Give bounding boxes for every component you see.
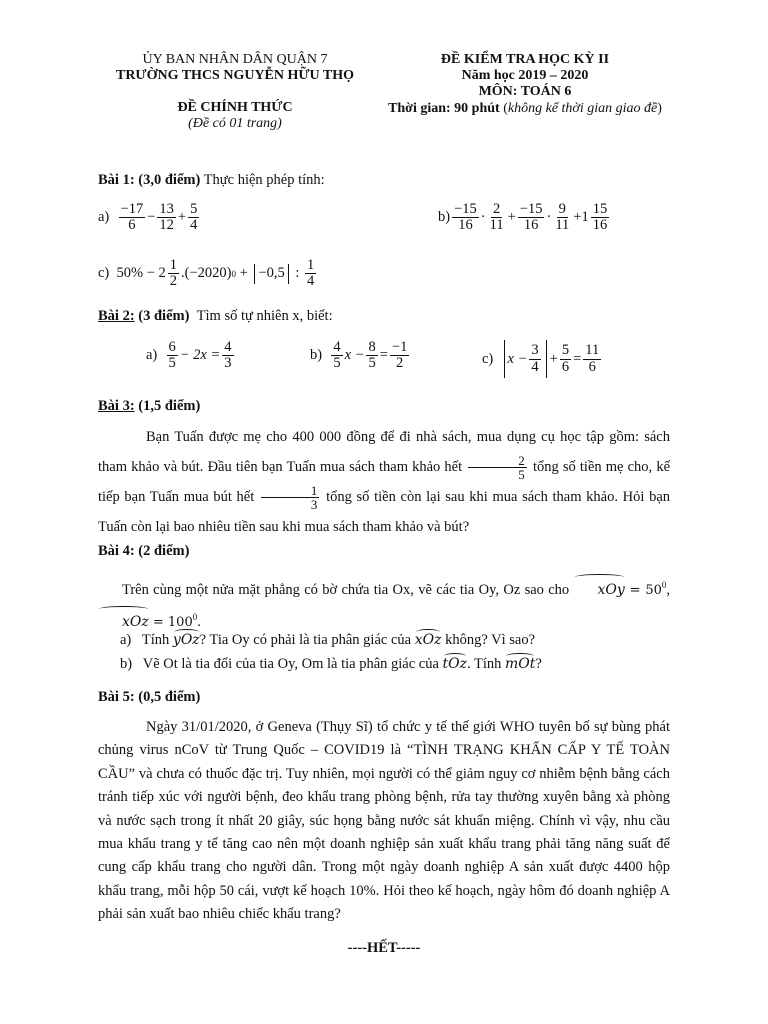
expr-part: x − [507, 350, 528, 367]
bai2-title: Bài 2: [98, 308, 135, 324]
school-name: TRƯỜNG THCS NGUYỄN HỮU THỌ [115, 68, 355, 83]
expr-part: .(−2020) [181, 265, 232, 282]
angle-xoz: xOz [414, 632, 442, 648]
bai5-body: Ngày 31/01/2020, ở Geneva (Thụy Sĩ) tổ chức y tế thế giới WHO tuyên bố sự bùng phát chủng virus nCoV từ Trung Quốc – COVID19 là “TÌNH TRẠNG KHẨN CẤP Y TẾ TOÀN CẦU” và chưa có thuốc đặc trị. Tuy nhiên, mọi người có thể giảm nguy cơ nhiễm bệnh bằng cách tránh tiếp xúc với người bệnh, đeo khẩu trang phòng bệnh, rửa tay thường xuyên bằng xà phòng và nước sạch trong ít nhất 20 giây, súc họng bằng nước sát khuẩn miệng. Chính vì vậy, nhu cầu mua khẩu trang y tế tăng cao nên một doanh nghiệp sản xuất khẩu trang phải tăng năng suất để cung cấp khẩu trang cho người dân. Trong một ngày doanh nghiệp A sản xuất được 4400 hộp khẩu trang, mỗi hộp 50 cái, vượt kế hoạch 10%. Hỏi theo kế hoạch, ngày hôm đó doanh nghiệp A phải sản xuất bao nhiêu chiếc khẩu trang? [98, 719, 670, 923]
exam-title: ĐỀ KIỂM TRA HỌC KỲ II [440, 52, 610, 67]
degree: 0 [661, 580, 667, 590]
bai2-text: Tìm số tự nhiên x, biết: [196, 308, 333, 324]
fraction: $\frac{1}{4}$ [307, 257, 315, 290]
bai2-c: c) x − $\frac{3}{4}$ + $\frac{5}{6}$ = $\frac{11}{6}$ [482, 340, 603, 378]
label: b) [120, 656, 133, 672]
official-label: ĐỀ CHÍNH THỨC [177, 100, 293, 115]
district-committee: ỦY BAN NHÂN DÂN QUẬN 7 [142, 52, 328, 67]
bai2-b: b) $\frac{4}{5}$ x − $\frac{8}{5}$ = $\frac{-1}{2}$ [310, 339, 408, 372]
bai3-body: Bạn Tuấn được mẹ cho 400 000 đồng để đi nhà sách, mua dụng cụ học tập gồm: sách tham khảo và bút. Đầu tiên bạn Tuấn mua sách tham khảo hết $\frac{2}{5}$ tổng số tiền mẹ cho, kế tiếp bạn Tuấn mua bút hết $\frac{1}{3}$ tổng số tiền còn lại sau khi mua sách tham khảo. Hỏi bạn Tuấn còn lại bao nhiêu tiền sau khi mua sách tham khảo và bút? [98, 429, 671, 535]
end-marker: ----HẾT----- [347, 940, 421, 956]
degree: 0 [192, 611, 198, 622]
header-left [95, 52, 375, 132]
time-limit: Thời gian: 90 phút (không kể thời gian giao đề) [388, 101, 662, 116]
operator: + [177, 209, 187, 226]
operator: · [480, 209, 486, 226]
fraction: $\frac{-17}{6}$ [120, 201, 144, 234]
bai1-heading [98, 172, 325, 189]
angle-value: = 100 [148, 614, 193, 630]
label: c) [98, 265, 110, 282]
header-right [365, 52, 685, 117]
bai2-a: a) $\frac{6}{5}$ − 2x = $\frac{4}{3}$ [146, 339, 232, 372]
operator: = [573, 350, 582, 367]
bai3-points: (1,5 điểm) [134, 398, 201, 414]
angle-toz: tOz [442, 656, 468, 672]
expr-part: + [236, 265, 252, 282]
bai1-b [438, 202, 611, 233]
label: b) [438, 209, 451, 226]
fraction: $\frac{9}{11}$ [555, 201, 570, 234]
bai3-title: Bài 3: [98, 398, 135, 414]
operator: · [546, 209, 552, 226]
fraction: $\frac{1}{2}$ [169, 257, 178, 290]
expr-part: 50% − 2 [116, 265, 166, 282]
operator: = [379, 347, 388, 364]
operator: + [549, 350, 558, 367]
fraction: $\frac{-15}{16}$ [519, 201, 543, 234]
fraction: $\frac{15}{16}$ [592, 201, 608, 234]
angle-yoz: yOz [172, 632, 200, 648]
text: không? Vì sao? [445, 632, 536, 648]
time-bold: Thời gian: 90 phút [388, 101, 500, 116]
page-count: (Đề có 01 trang) [188, 116, 282, 131]
school-year: Năm học 2019 – 2020 [461, 68, 589, 83]
exponent: 0 [231, 268, 236, 279]
angle-xoz: xOz [98, 609, 149, 635]
fraction: $\frac{5}{4}$ [190, 201, 198, 234]
label: a) [120, 632, 132, 648]
operator: +1 [573, 209, 589, 226]
bai4-b [120, 656, 542, 673]
expr-part: : [291, 265, 304, 282]
expr-part: x − [344, 347, 365, 364]
bai3-text-3: tổng số tiền còn lại sau khi mua sách tham khảo. Hỏi bạn Tuấn còn lại bao nhiêu tiền sau khi mua sách tham khảo và bút? [98, 489, 671, 535]
bai4-body: Trên cùng một nửa mặt phẳng có bờ chứa tia Ox, vẽ các tia Oy, Oz sao cho xOy = $50^0$, xOz = $100^0$. [98, 572, 670, 636]
bai3-text-1: Bạn Tuấn được mẹ cho 400 000 đồng để đi nhà sách, mua dụng cụ học tập gồm: sách tham khảo và bút. Đầu tiên bạn Tuấn mua sách tham khảo hết [98, 429, 670, 475]
bai3-text-2: tổng số tiền mẹ cho, kế tiếp bạn Tuấn mua bút hết [98, 459, 670, 505]
label: c) [482, 350, 494, 367]
bai1-title: Bài 1: (3,0 điểm) [98, 172, 201, 188]
operator: − [147, 209, 156, 226]
bai2-heading [98, 308, 333, 325]
bai1-c [98, 258, 318, 289]
label: b) [310, 347, 323, 364]
bai1-a [98, 202, 201, 233]
text: Vẽ Ot là tia đối của tia Oy, Om là tia phân giác của [142, 656, 439, 672]
label: a) [146, 347, 158, 364]
abs-value: −0,5 [258, 265, 285, 282]
angle-value: = 50 [624, 582, 662, 598]
bai4-a [120, 632, 535, 649]
subject: MÔN: TOÁN 6 [478, 84, 572, 99]
text: ? Tia Oy có phải là tia phân giác của [199, 632, 412, 648]
time-italic: không kể thời gian giao đề [507, 101, 658, 116]
bai5-title: Bài 5: (0,5 điểm) [98, 689, 201, 705]
text: . Tính [467, 656, 502, 672]
expr-part: − 2x = [179, 347, 221, 364]
bai3-heading [98, 398, 200, 415]
bai4-title: Bài 4: (2 điểm) [98, 543, 190, 559]
bai1-text: Thực hiện phép tính: [203, 172, 325, 188]
fraction: $\frac{2}{11}$ [489, 201, 504, 234]
text: ? [535, 656, 542, 672]
operator: + [507, 209, 516, 226]
fraction: $\frac{-15}{16}$ [454, 201, 477, 234]
label: a) [98, 209, 110, 226]
angle-mot: mOt [505, 656, 536, 672]
fraction: $\frac{13}{12}$ [159, 201, 174, 234]
text: Tính [141, 632, 170, 648]
bai4-text: Trên cùng một nửa mặt phẳng có bờ chứa tia Ox, vẽ các tia Oy, Oz sao cho [122, 581, 570, 598]
bai2-points: (3 điểm) [134, 308, 190, 324]
angle-xoy: xOy [574, 577, 625, 603]
